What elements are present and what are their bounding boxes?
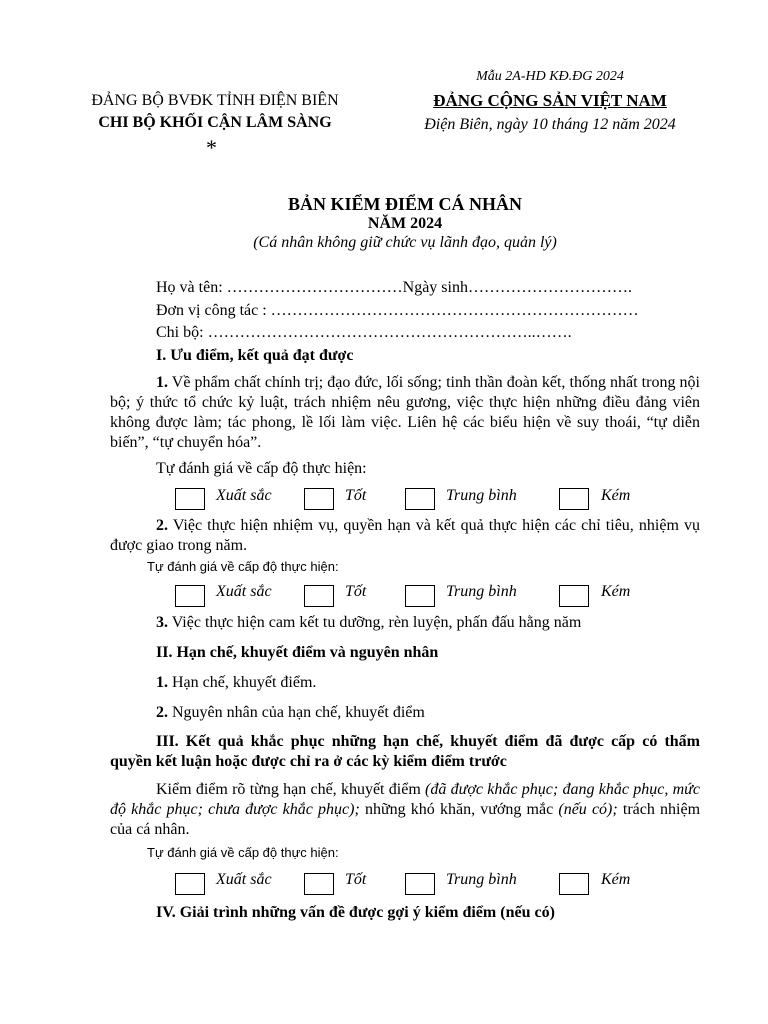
self-assessment-label-2: Tự đánh giá về cấp độ thực hiện: xyxy=(147,559,339,574)
section2-item2-text: Nguyên nhân của hạn chế, khuyết điểm xyxy=(168,704,425,721)
option-weak-2: Kém xyxy=(601,583,631,600)
section3-text-a: Kiểm điểm rõ từng hạn chế, khuyết điểm xyxy=(156,781,426,798)
party-committee-name: ĐẢNG BỘ BVĐK TỈNH ĐIỆN BIÊN xyxy=(91,92,339,109)
option-good-3: Tốt xyxy=(345,871,367,888)
section1-item2 xyxy=(110,516,700,556)
option-average-1: Trung bình xyxy=(446,487,517,504)
checkbox-weak-3[interactable] xyxy=(559,873,589,895)
checkbox-excellent-2[interactable] xyxy=(175,585,205,607)
option-average-2: Trung bình xyxy=(446,583,517,600)
section1-item3-number: 3. xyxy=(156,614,168,631)
header-star: * xyxy=(206,135,217,160)
section2-item2 xyxy=(156,703,425,723)
section2-heading: II. Hạn chế, khuyết điểm và nguyên nhân xyxy=(156,644,439,661)
section1-item1-text: Về phẩm chất chính trị; đạo đức, lối sống; tinh thần đoàn kết, thống nhất trong nội bộ; ý thức tổ chức kỷ luật, trách nhiệm nêu gương, việc thực hiện những điều đảng viên không được làm; tác phong, lề lối làm việc. Liên hệ các biểu hiện về suy thoái, “tự diễn biến”, “tự chuyển hóa”. xyxy=(110,374,700,451)
checkbox-good-2[interactable] xyxy=(304,585,334,607)
section3-text-e: trách nhiệm của cá nhân. xyxy=(110,801,701,838)
org-header xyxy=(60,90,370,134)
checkbox-average-3[interactable] xyxy=(405,873,435,895)
self-assessment-label-1: Tự đánh giá về cấp độ thực hiện: xyxy=(156,460,367,477)
section1-item3 xyxy=(156,613,581,633)
section1-item1 xyxy=(110,373,700,453)
section1-item2-text: Việc thực hiện nhiệm vụ, quyền hạn và kết quả thực hiện các chỉ tiêu, nhiệm vụ được giao trong năm. xyxy=(110,517,700,554)
document-title: BẢN KIỂM ĐIỂM CÁ NHÂN xyxy=(288,194,522,214)
section1-item2-number: 2. xyxy=(156,517,168,534)
checkbox-average-1[interactable] xyxy=(405,488,435,510)
section1-heading: I. Ưu điểm, kết quả đạt được xyxy=(156,347,354,364)
option-excellent-2: Xuất sắc xyxy=(216,583,272,600)
section2-item1-number: 1. xyxy=(156,674,168,691)
work-unit-field[interactable]: Đơn vị công tác : …………………………………………………………… xyxy=(156,302,639,319)
branch-name: CHI BỘ KHỐI CẬN LÂM SÀNG xyxy=(98,114,332,131)
option-excellent-1: Xuất sắc xyxy=(216,487,272,504)
document-subtitle: (Cá nhân không giữ chức vụ lãnh đạo, quản lý) xyxy=(253,234,557,251)
section2-item1-text: Hạn chế, khuyết điểm. xyxy=(168,674,317,691)
option-weak-3: Kém xyxy=(601,871,631,888)
section3-heading: III. Kết quả khắc phục những hạn chế, khuyết điểm đã được cấp có thẩm quyền kết luận hoặc được chỉ ra ở các kỳ kiểm điểm trước xyxy=(110,733,700,770)
document-year: NĂM 2024 xyxy=(367,215,443,232)
section2-item1 xyxy=(156,673,316,693)
section3-text-d: (nếu có); xyxy=(558,801,618,818)
checkbox-weak-2[interactable] xyxy=(559,585,589,607)
checkbox-good-3[interactable] xyxy=(304,873,334,895)
checkbox-excellent-3[interactable] xyxy=(175,873,205,895)
name-birthdate-field[interactable]: Họ và tên: ……………………………Ngày sinh…………………………. xyxy=(156,279,632,296)
option-good-2: Tốt xyxy=(345,583,367,600)
section1-item1-number: 1. xyxy=(156,374,168,391)
self-assessment-label-3: Tự đánh giá về cấp độ thực hiện: xyxy=(147,845,339,860)
section3-text-b: (đã được khắc phục; đang khắc phục, mức độ khắc phục; chưa được khắc phục); xyxy=(110,781,701,818)
section2-item2-number: 2. xyxy=(156,704,168,721)
checkbox-average-2[interactable] xyxy=(405,585,435,607)
section3-paragraph xyxy=(110,780,700,840)
option-average-3: Trung bình xyxy=(446,871,517,888)
checkbox-excellent-1[interactable] xyxy=(175,488,205,510)
form-code: Mẫu 2A-HD KĐ.ĐG 2024 xyxy=(476,69,624,84)
section3-text-c: những khó khăn, vướng mắc xyxy=(359,801,559,818)
option-excellent-3: Xuất sắc xyxy=(216,871,272,888)
checkbox-good-1[interactable] xyxy=(304,488,334,510)
place-date: Điện Biên, ngày 10 tháng 12 năm 2024 xyxy=(424,116,676,133)
party-cell-field[interactable]: Chi bộ: ……………………………………………………..……. xyxy=(156,324,572,341)
section4-heading: IV. Giải trình những vấn đề được gợi ý kiểm điểm (nếu có) xyxy=(156,904,555,921)
option-weak-1: Kém xyxy=(601,487,631,504)
section1-item3-text: Việc thực hiện cam kết tu dưỡng, rèn luyện, phấn đấu hằng năm xyxy=(168,614,582,631)
party-name: ĐẢNG CỘNG SẢN VIỆT NAM xyxy=(433,91,667,110)
checkbox-weak-1[interactable] xyxy=(559,488,589,510)
option-good-1: Tốt xyxy=(345,487,367,504)
